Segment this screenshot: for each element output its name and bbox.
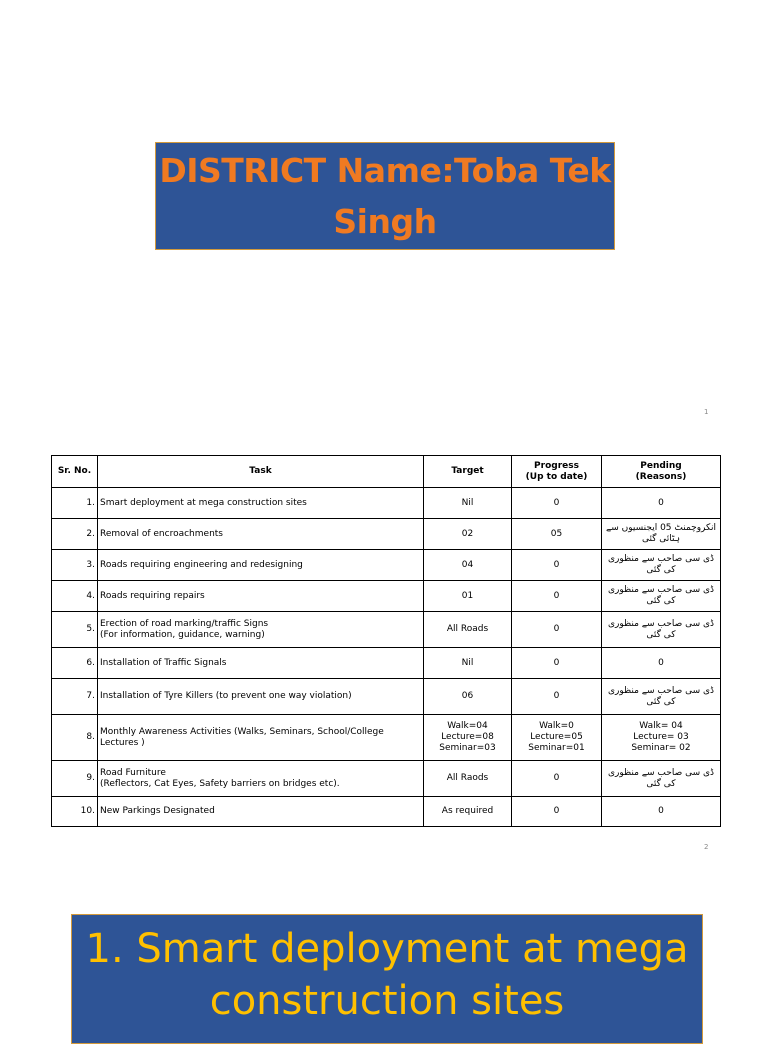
progress-cell-line: Lecture=05	[530, 732, 583, 742]
pending-cell: ڈی سی صاحب سے منظوری کی گئی	[602, 581, 721, 612]
pending-cell: 0	[602, 488, 721, 519]
sr-no-cell: 9.	[52, 761, 98, 797]
target-cell: Nil	[424, 648, 512, 679]
target-cell: 02	[424, 519, 512, 550]
pending-cell: ڈی سی صاحب سے منظوری کی گئی	[602, 550, 721, 581]
page-number: 2	[704, 843, 709, 851]
progress-cell: 0	[512, 581, 602, 612]
progress-cell: 0	[512, 488, 602, 519]
task-cell: New Parkings Designated	[98, 797, 424, 827]
task-cell: Installation of Traffic Signals	[98, 648, 424, 679]
header-pending-line2: (Reasons)	[635, 471, 687, 482]
task-cell	[98, 761, 424, 797]
header-target: Target	[424, 456, 512, 488]
header-pending-line1: Pending	[640, 460, 682, 471]
header-pending	[602, 456, 721, 488]
tasks-table	[51, 455, 721, 827]
progress-cell-line: Seminar=01	[528, 743, 585, 753]
progress-cell: 0	[512, 550, 602, 581]
task-cell: Monthly Awareness Activities (Walks, Seminars, School/College Lectures )	[98, 715, 424, 761]
progress-cell: 0	[512, 648, 602, 679]
target-cell: All Roads	[424, 612, 512, 648]
target-cell: All Raods	[424, 761, 512, 797]
sr-no-cell: 1.	[52, 488, 98, 519]
table-row	[52, 550, 721, 581]
section-title: 1. Smart deployment at mega construction sites	[85, 926, 689, 1024]
progress-cell	[512, 715, 602, 761]
pending-cell: ڈی سی صاحب سے منظوری کی گئی	[602, 761, 721, 797]
table-row	[52, 761, 721, 797]
pending-cell-line: Seminar= 02	[631, 743, 691, 753]
pending-cell: انکروچمنٹ 05 ایجنسیوں سے ہٹائی گئی	[602, 519, 721, 550]
sr-no-cell: 2.	[52, 519, 98, 550]
task-cell-line: Road Furniture	[100, 767, 166, 778]
section-title-box	[71, 914, 703, 1044]
task-cell-line: (Reflectors, Cat Eyes, Safety barriers on bridges etc).	[100, 778, 340, 789]
task-cell: Roads requiring repairs	[98, 581, 424, 612]
task-cell: Removal of encroachments	[98, 519, 424, 550]
pending-cell: 0	[602, 648, 721, 679]
header-sr-no: Sr. No.	[52, 456, 98, 488]
task-cell	[98, 612, 424, 648]
task-cell: Roads requiring engineering and redesigning	[98, 550, 424, 581]
sr-no-cell: 5.	[52, 612, 98, 648]
sr-no-cell: 8.	[52, 715, 98, 761]
task-cell: Smart deployment at mega construction sites	[98, 488, 424, 519]
header-progress	[512, 456, 602, 488]
progress-cell: 0	[512, 797, 602, 827]
sr-no-cell: 3.	[52, 550, 98, 581]
district-title-box	[155, 142, 615, 250]
table-row	[52, 612, 721, 648]
target-cell-line: Seminar=03	[439, 743, 496, 753]
pending-cell: ڈی سی صاحب سے منظوری کی گئی	[602, 612, 721, 648]
target-cell: As required	[424, 797, 512, 827]
pending-cell: ڈی سی صاحب سے منظوری کی گئی	[602, 679, 721, 715]
target-cell: Nil	[424, 488, 512, 519]
table-row	[52, 715, 721, 761]
sr-no-cell: 7.	[52, 679, 98, 715]
table-row	[52, 648, 721, 679]
target-cell: 01	[424, 581, 512, 612]
table-row	[52, 581, 721, 612]
sr-no-cell: 6.	[52, 648, 98, 679]
pending-cell-line: Walk= 04	[639, 721, 683, 731]
sr-no-cell: 10.	[52, 797, 98, 827]
target-cell-line: Walk=04	[447, 721, 488, 731]
table-row	[52, 519, 721, 550]
task-cell: Installation of Tyre Killers (to prevent one way violation)	[98, 679, 424, 715]
task-cell-line: Erection of road marking/traffic Signs	[100, 618, 269, 629]
pending-cell	[602, 715, 721, 761]
progress-cell: 05	[512, 519, 602, 550]
target-cell: 06	[424, 679, 512, 715]
pending-cell: 0	[602, 797, 721, 827]
table-row	[52, 679, 721, 715]
page-number: 1	[704, 408, 709, 416]
table-row	[52, 797, 721, 827]
district-title: DISTRICT Name:Toba Tek Singh	[159, 151, 611, 241]
target-cell	[424, 715, 512, 761]
header-progress-line2: (Up to date)	[525, 471, 588, 482]
progress-cell: 0	[512, 679, 602, 715]
pending-cell-line: Lecture= 03	[633, 732, 689, 742]
progress-cell: 0	[512, 761, 602, 797]
progress-cell: 0	[512, 612, 602, 648]
progress-cell-line: Walk=0	[539, 721, 574, 731]
table-header-row	[52, 456, 721, 488]
target-cell: 04	[424, 550, 512, 581]
task-cell-line: (For information, guidance, warning)	[100, 629, 265, 640]
table-row	[52, 488, 721, 519]
target-cell-line: Lecture=08	[441, 732, 494, 742]
header-progress-line1: Progress	[534, 460, 579, 471]
header-task: Task	[98, 456, 424, 488]
sr-no-cell: 4.	[52, 581, 98, 612]
